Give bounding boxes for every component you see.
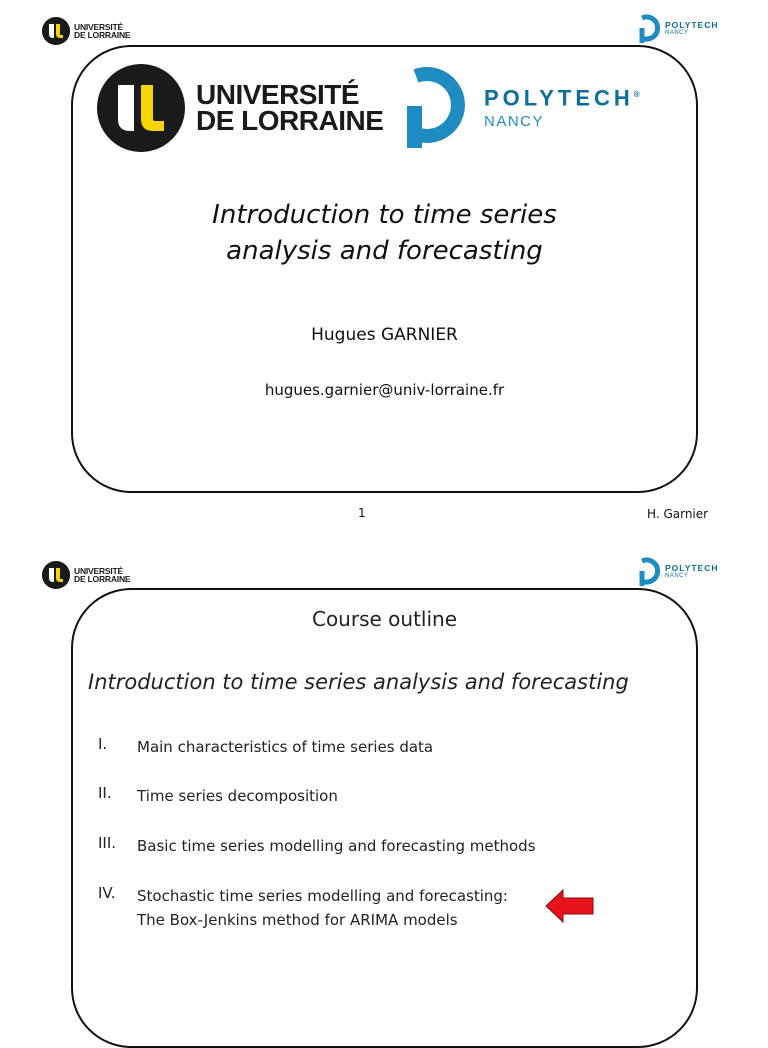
ul-logo-small-2: [42, 561, 130, 589]
outline-item-4: [98, 884, 508, 932]
outline-item-text: Time series decomposition: [137, 787, 338, 805]
ul-logo-small: [42, 17, 130, 45]
outline-item-num: II.: [98, 784, 112, 802]
outline-item-4-line2: The Box-Jenkins method for ARIMA models: [137, 911, 458, 929]
slide-2-title: Course outline: [311, 607, 458, 631]
ul-logo-mark-2-icon: [42, 561, 70, 589]
polytech-line1: POLYTECH: [665, 20, 719, 30]
ul-logo-large-text: [196, 79, 384, 136]
polytech-line2: NANCY: [665, 30, 689, 36]
ul-logo-mark-icon: [42, 17, 70, 45]
outline-item-text: [137, 884, 508, 932]
outline-item-text: Basic time series modelling and forecasting methods: [137, 837, 536, 855]
polytech-logo-large: [404, 64, 640, 150]
ul-logo-text-2: [74, 567, 130, 583]
outline-item-1: [98, 735, 433, 759]
author-email: hugues.garnier@univ-lorraine.fr: [264, 381, 505, 399]
outline-item-4-line1: Stochastic time series modelling and forecasting:: [137, 887, 508, 905]
ul-2-line2: DE LORRAINE: [74, 574, 131, 584]
slide-1-title-line1: Introduction to time series: [212, 200, 557, 230]
polytech-large-line2: NANCY: [484, 112, 545, 130]
polytech-logo-large-text: [484, 82, 640, 131]
polytech-logo-text-2: [665, 564, 719, 580]
slide-2-subtitle: Introduction to time series analysis and forecasting: [88, 670, 629, 694]
polytech-large-mark-icon: [404, 64, 470, 150]
polytech-logo-small-2: [638, 557, 719, 587]
footer-author: H. Garnier: [647, 507, 709, 521]
slide-2-frame: [71, 588, 698, 1048]
polytech-logo-small: [638, 14, 719, 44]
outline-item-num: IV.: [98, 884, 116, 902]
polytech-large-line1: POLYTECH: [484, 85, 634, 111]
polytech-2-line1: POLYTECH: [665, 563, 719, 573]
left-arrow-icon: [545, 888, 595, 928]
ul-logo-large: [96, 63, 383, 153]
slide-1-title: [72, 197, 697, 269]
author-name: Hugues GARNIER: [311, 325, 458, 345]
polytech-2-line2: NANCY: [665, 573, 689, 579]
ul-large-line1: UNIVERSITÉ: [196, 79, 360, 110]
slide-1-title-line2: analysis and forecasting: [226, 236, 543, 266]
polytech-mark-icon: [638, 14, 662, 44]
page-number: 1: [358, 506, 366, 520]
ul-logo-text: [74, 23, 130, 39]
ul-line2: DE LORRAINE: [74, 30, 131, 40]
outline-item-num: I.: [98, 735, 108, 753]
polytech-logo-text: [665, 21, 719, 37]
ul-line1: UNIVERSITÉ: [74, 22, 124, 32]
outline-item-3: [98, 834, 536, 858]
outline-item-2: [98, 784, 338, 808]
ul-large-line2: DE LORRAINE: [196, 105, 384, 136]
ul-logo-large-mark-icon: [96, 63, 186, 153]
outline-item-text: Main characteristics of time series data: [137, 738, 434, 756]
ul-2-line1: UNIVERSITÉ: [74, 566, 124, 576]
outline-item-num: III.: [98, 834, 117, 852]
registered-mark: ®: [633, 90, 640, 100]
polytech-mark-2-icon: [638, 557, 662, 587]
